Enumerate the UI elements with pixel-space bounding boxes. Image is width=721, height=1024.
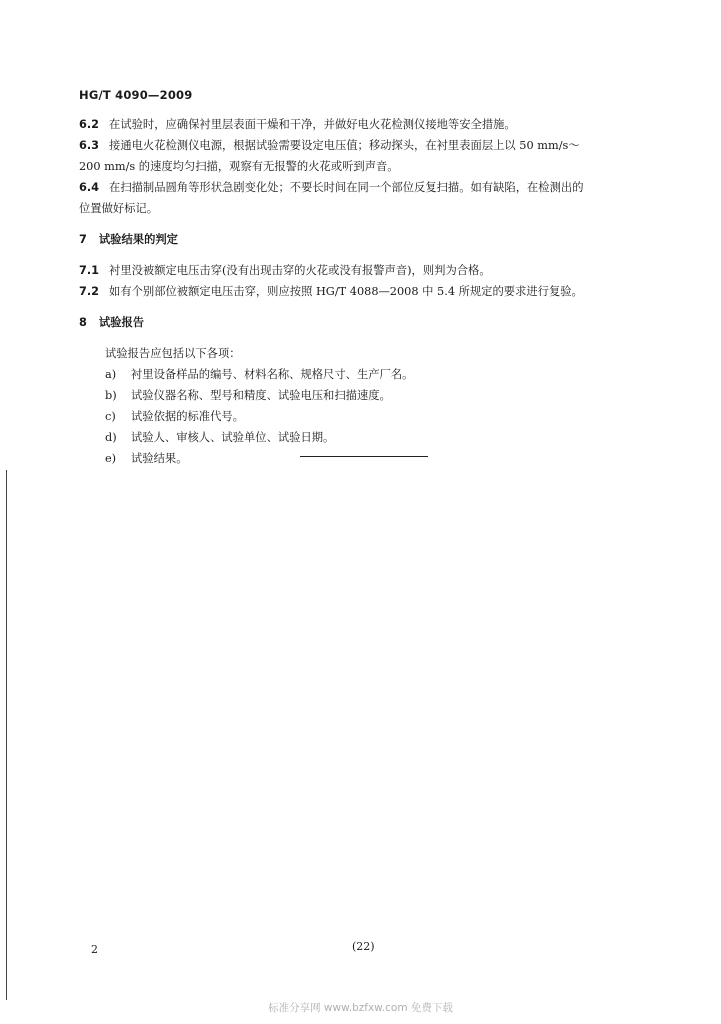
section-8-heading: 8 试验报告 [79,316,145,329]
sequence-number: (22) [352,940,375,953]
list-item: b) 试验仪器名称、型号和精度、试验电压和扫描速度。 [105,389,391,402]
page-number: 2 [91,943,98,956]
section-7-heading: 7 试验结果的判定 [79,233,178,246]
standard-code-header: HG/T 4090—2009 [79,88,193,102]
end-rule [300,456,428,457]
list-item: c) 试验依据的标准代号。 [105,410,244,423]
clause-7-1: 7.1 衬里没被额定电压击穿(没有出现击穿的火花或没有报警声音)，则判为合格。 [79,264,491,277]
clause-6-3: 6.3 接通电火花检测仪电源，根据试验需要设定电压值；移动探头，在衬里表面层上以 50 mm/s～ [79,139,580,152]
clause-7-2: 7.2 如有个别部位被额定电压击穿，则应按照 HG/T 4088—2008 中 5.4 所规定的要求进行复验。 [79,285,583,298]
scan-edge-line [6,470,7,1000]
list-item: a) 衬里设备样品的编号、材料名称、规格尺寸、生产厂名。 [105,368,414,381]
clause-6-4-cont: 位置做好标记。 [79,202,159,215]
document-body [79,114,676,469]
list-item: e) 试验结果。 [105,452,188,465]
clause-6-2: 6.2 在试验时，应确保衬里层表面干燥和干净，并做好电火花检测仪接地等安全措施。 [79,118,516,131]
clause-6-3-cont: 200 mm/s 的速度均匀扫描，观察有无报警的火花或听到声音。 [79,160,399,173]
watermark-text: 标准分享网 www.bzfxw.com 免费下载 [268,1002,453,1014]
list-item: d) 试验人、审核人、试验单位、试验日期。 [105,431,335,444]
clause-6-4: 6.4 在扫描制品圆角等形状急剧变化处；不要长时间在同一个部位反复扫描。如有缺陷，在检测出的 [79,181,584,194]
report-intro: 试验报告应包括以下各项： [105,347,241,360]
